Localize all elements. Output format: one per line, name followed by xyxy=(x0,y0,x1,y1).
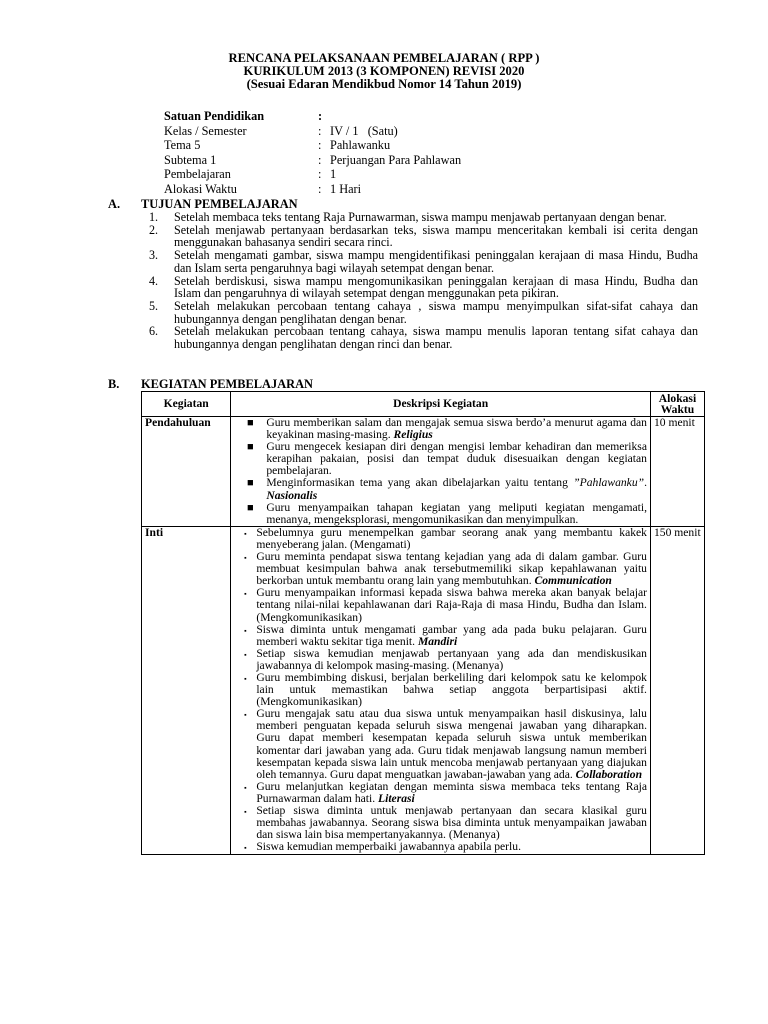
activity-text-part: Menginformasikan tema yang akan dibelajarkan yaitu tentang xyxy=(266,476,574,490)
activity-text xyxy=(266,417,647,441)
identity-label: Tema 5 xyxy=(164,138,201,153)
activity-item xyxy=(234,841,647,854)
goal-item xyxy=(149,224,698,249)
activities-table xyxy=(141,391,705,855)
bullet-icon: ▪ xyxy=(244,711,247,720)
activity-text-part: Guru memberikan salam dan mengajak semua siswa berdo’a menurut agama dan keyakinan masing-masing. xyxy=(266,416,647,442)
identity-row xyxy=(164,109,461,124)
goal-item xyxy=(149,325,698,350)
identity-sep: : xyxy=(318,152,322,167)
goal-item xyxy=(149,275,698,300)
activity-text-part: . xyxy=(644,476,647,490)
table-row xyxy=(142,526,705,855)
identity-sep: : xyxy=(318,138,322,153)
header-deskripsi: Deskripsi Kegiatan xyxy=(231,392,651,417)
identity-row xyxy=(164,124,461,139)
activity-text-part: Guru membimbing diskusi, berjalan berkeliling dari kelompok satu ke kelompok lain untuk memastikan bahwa setiap anggota berpartisipasi aktif. (Mengkomunikasikan) xyxy=(256,670,647,709)
bullet-icon: ▪ xyxy=(244,590,247,599)
bullet-icon: ▪ xyxy=(244,650,247,659)
goal-item xyxy=(149,300,698,325)
activity-text xyxy=(256,841,647,854)
activity-text xyxy=(256,551,647,587)
activity-text xyxy=(256,672,647,708)
section-letter: B. xyxy=(108,377,120,391)
activity-text xyxy=(266,441,647,477)
goal-number: 3. xyxy=(149,248,159,263)
activity-text xyxy=(256,805,647,841)
goal-number: 5. xyxy=(149,298,159,313)
identity-value: Pahlawanku xyxy=(330,138,391,153)
activity-item xyxy=(234,624,647,648)
goal-text: Setelah melakukan percobaan tentang cahaya, siswa mampu menulis laporan tentang sifat cahaya dan hubungannya dengan penglihatan dengan rinci dan benar. xyxy=(174,324,698,352)
activity-item xyxy=(234,648,647,672)
bullet-icon: ▪ xyxy=(244,783,247,792)
identity-value: IV / 1 (Satu) xyxy=(330,123,398,138)
character-value-tag: Nasionalis xyxy=(266,488,318,502)
bullet-icon: ■ xyxy=(247,477,254,490)
activity-text xyxy=(256,781,647,805)
goal-item xyxy=(149,211,698,224)
activity-text xyxy=(256,587,647,623)
character-value-tag: Mandiri xyxy=(417,634,458,648)
goal-text: Setelah mengamati gambar, siswa mampu mengidentifikasi peninggalan kerajaan di masa Hindu, Budha dan Islam serta pengaruhnya bagi wilayah setempat dengan benar. xyxy=(174,248,698,275)
activity-item xyxy=(234,672,647,708)
bullet-icon: ▪ xyxy=(244,674,247,683)
activity-item xyxy=(234,477,647,501)
activity-text xyxy=(266,477,647,501)
bullet-icon: ▪ xyxy=(244,808,247,816)
activity-item xyxy=(234,781,647,805)
identity-row xyxy=(164,167,461,182)
activity-item xyxy=(234,551,647,587)
identity-row xyxy=(164,138,461,153)
learning-goals-list xyxy=(149,211,698,351)
section-a-heading xyxy=(108,197,298,211)
character-value-tag: Literasi xyxy=(378,791,415,805)
activity-text-part: Guru menyampaikan tahapan kegiatan yang meliputi kegiatan mengamati, menanya, mengeksplorasi, mengomunikasikan dan menyimpulkan. xyxy=(266,500,647,526)
activity-text-part: Siswa kemudian memperbaiki jawabannya apabila perlu. xyxy=(256,840,521,854)
goal-text: Setelah menjawab pertanyaan berdasarkan teks, siswa mampu menceritakan kembali isi cerita dengan menggunakan bahasanya sendiri secara rinci. xyxy=(174,222,698,250)
deskripsi-cell xyxy=(231,526,651,855)
identity-label: Satuan Pendidikan xyxy=(164,109,265,123)
identity-label: Subtema 1 xyxy=(164,152,217,167)
activity-text-part: Guru mengecek kesiapan diri dengan mengisi lembar kehadiran dan memeriksa kerapihan pakaian, posisi dan tempat duduk disesuaikan dengan kegiatan pembelajaran. xyxy=(266,440,647,478)
activity-text-part: Guru mengajak satu atau dua siswa untuk menyampaikan hasil diskusinya, lalu memberi penguatan kepada seluruh siswa mengenai jawaban yang diharapkan. Guru dapat memberi kesempatan kepada seluruh siswa untuk memberikan komentar dari jawaban yang ada. Guru tidak menjawab langsung namun memberi kesempatan kepada siswa lain untuk mencoba menjawab pertanyaan yang diajukan oleh temannya. Guru dapat menguatkan jawaban-jawaban yang ada. xyxy=(256,707,647,781)
title-line-1: RENCANA PELAKSANAAN PEMBELAJARAN ( RPP ) xyxy=(228,51,540,65)
activity-item xyxy=(234,441,647,477)
identity-sep: : xyxy=(318,109,323,123)
identity-row xyxy=(164,153,461,168)
kegiatan-cell: Pendahuluan xyxy=(142,417,231,527)
bullet-icon: ▪ xyxy=(244,844,247,853)
identity-row xyxy=(164,182,461,197)
identity-value: Perjuangan Para Pahlawan xyxy=(330,152,462,167)
activity-item xyxy=(234,587,647,623)
activity-text xyxy=(256,708,647,781)
alokasi-cell: 150 menit xyxy=(650,526,704,855)
goal-text: Setelah melakukan percobaan tentang cahaya , siswa mampu menyimpulkan sifat-sifat cahaya dan hubungannya dengan penglihatan dengan benar. xyxy=(174,298,698,326)
goal-text: Setelah berdiskusi, siswa mampu mengomunikasikan peninggalan kerajaan di masa Hindu, Budha dan Islam dan pengaruhnya di wilayah setempat dengan menggunakan peta pikiran. xyxy=(174,273,698,301)
section-b-heading xyxy=(108,377,313,391)
activity-text-part: Guru melanjutkan kegiatan dengan meminta siswa membaca teks tentang Raja Purnawarman dalam hati. xyxy=(256,779,647,805)
title-line-2: KURIKULUM 2013 (3 KOMPONEN) REVISI 2020 xyxy=(243,64,525,78)
table-row xyxy=(142,417,705,527)
character-value-tag: Religius xyxy=(393,428,433,442)
activity-item xyxy=(234,527,647,551)
identity-sep: : xyxy=(318,181,322,196)
activity-item xyxy=(234,417,647,441)
title-line-3: (Sesuai Edaran Mendikbud Nomor 14 Tahun 2019) xyxy=(246,77,522,91)
header-alokasi: Alokasi Waktu xyxy=(650,392,704,417)
deskripsi-cell xyxy=(231,417,651,527)
activity-item xyxy=(234,708,647,781)
activity-text xyxy=(266,502,647,526)
activity-text-part: Guru menyampaikan informasi kepada siswa bahwa mereka akan banyak belajar tentang nilai-nilai kepahlawanan dari Raja-Raja di masa Hindu, Budha dan Islam.(Mengkomunikasikan) xyxy=(256,586,647,624)
activity-text xyxy=(256,527,647,551)
character-value-tag: Collaboration xyxy=(575,767,643,781)
goal-number: 6. xyxy=(149,324,159,339)
activity-emphasis: ”Pahlawanku” xyxy=(573,476,645,490)
character-value-tag: Communication xyxy=(534,574,612,588)
identity-label: Kelas / Semester xyxy=(164,123,247,138)
activity-item xyxy=(234,502,647,526)
identity-label: Alokasi Waktu xyxy=(164,181,237,196)
identity-block xyxy=(164,109,461,197)
goal-number: 1. xyxy=(149,210,159,224)
activity-text-part: Siswa diminta untuk mengamati gambar yang ada pada buku pelajaran. Guru memberi waktu sekitar tiga menit. xyxy=(256,622,647,648)
bullet-icon: ▪ xyxy=(244,626,247,635)
identity-label: Pembelajaran xyxy=(164,167,231,182)
bullet-icon: ■ xyxy=(247,441,254,454)
bullet-icon: ■ xyxy=(247,501,254,514)
goal-number: 2. xyxy=(149,222,159,237)
activity-item xyxy=(234,805,647,841)
section-title: TUJUAN PEMBELAJARAN xyxy=(141,197,298,211)
section-letter: A. xyxy=(108,197,121,211)
identity-value: 1 xyxy=(330,167,337,182)
activity-text-part: Setiap siswa kemudian menjawab pertanyaan yang ada dan mendiskusikan jawabannya di kelompok masing-masing. (Menanya) xyxy=(256,646,647,672)
identity-sep: : xyxy=(318,167,322,182)
header-kegiatan: Kegiatan xyxy=(142,392,231,417)
section-title: KEGIATAN PEMBELAJARAN xyxy=(141,377,313,391)
goal-text: Setelah membaca teks tentang Raja Purnawarman, siswa mampu menjawab pertanyaan dengan benar. xyxy=(174,210,667,224)
activity-list xyxy=(234,417,647,526)
activity-text xyxy=(256,648,647,672)
kegiatan-cell: Inti xyxy=(142,526,231,855)
table-header-row xyxy=(142,392,705,417)
document-title xyxy=(0,52,768,91)
bullet-icon: ▪ xyxy=(244,529,247,538)
alokasi-cell: 10 menit xyxy=(650,417,704,527)
bullet-icon: ▪ xyxy=(244,554,247,563)
goal-number: 4. xyxy=(149,273,159,288)
goal-item xyxy=(149,249,698,274)
activity-text-part: Setiap siswa diminta untuk menjawab pertanyaan dan secara klasikal guru membahas jawabannya. Seorang siswa bisa diminta untuk menyampaikan jawaban dan siswa lain bisa mempertanyakannya. (Menanya) xyxy=(256,804,647,842)
activity-list xyxy=(234,527,647,855)
bullet-icon: ■ xyxy=(247,417,254,429)
identity-value: 1 Hari xyxy=(330,181,362,196)
activity-text xyxy=(256,624,647,648)
activity-text-part: Guru meminta pendapat siswa tentang kejadian yang ada di dalam gambar. Guru membuat kesimpulan bahwa anak tersebutmemiliki sikap kepahlawanan yaitu berkorban untuk membantu orang lain yang membutuhkan. xyxy=(256,550,647,588)
identity-sep: : xyxy=(318,123,322,138)
activity-text-part: Sebelumnya guru menempelkan gambar seorang anak yang membantu kakek menyeberang jalan. (Mengamati) xyxy=(256,525,647,551)
